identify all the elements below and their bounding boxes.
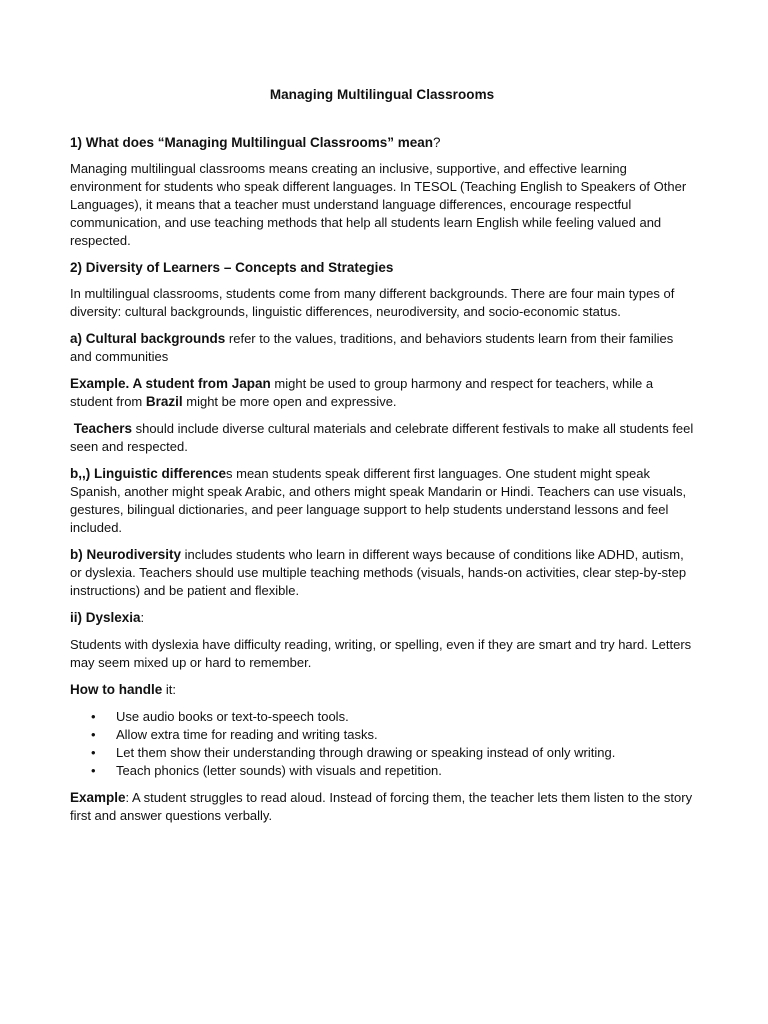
section-1-heading-text: 1) What does “Managing Multilingual Classrooms” mean [70,135,434,150]
section-1-body: Managing multilingual classrooms means creating an inclusive, supportive, and effective learning environment for students who speak different languages. In TESOL (Teaching English to Speakers of Other Languages), it means that a teacher must understand language differences, encourage respectful communication, and use teaching methods that help all students learn English while feeling valued and respected. [70,161,687,248]
teachers-lead: Teachers [70,421,133,436]
example-japan-text-2: might be more open and expressive. [182,394,397,409]
section-1-heading-tail: ? [433,135,441,150]
how-to-handle-heading [70,681,694,699]
neurodiversity-text: includes students who learn in different ways because of conditions like ADHD, autism, or dyslexia. Teachers should use multiple teaching methods (visuals, hands-on activities, clear step-by-step instructions) and be patient and flexible. [70,547,687,598]
bullet-icon: • [91,727,96,742]
bullet-icon: • [91,745,96,760]
section-2-intro: In multilingual classrooms, students come from many different backgrounds. There are four main types of diversity: cultural backgrounds, linguistic differences, neurodiversity, and socio-economic status. [70,286,675,319]
example-brazil-word: Brazil [145,394,183,409]
neurodiversity-paragraph [70,546,694,600]
dyslexia-tail: : [140,610,145,625]
linguistic-text: s mean students speak different first languages. One student might speak Spanish, another might speak Arabic, and others might speak Mandarin or Hindi. Teachers can use visuals, gestures, bilingual dictionaries, and peer language support to help students understand lessons and feel included. [70,466,687,535]
list-item-text: Use audio books or text-to-speech tools. [116,709,349,724]
list-item-text: Let them show their understanding through drawing or speaking instead of only writing. [116,745,616,760]
document-content [70,87,694,834]
section-2-heading-text: 2) Diversity of Learners – Concepts and Strategies [70,260,394,275]
neurodiversity-lead: b) Neurodiversity [70,547,182,562]
cultural-backgrounds-text: refer to the values, traditions, and behaviors students learn from their families and communities [70,331,674,364]
list-item [70,744,694,762]
final-example-paragraph [70,789,694,825]
bullet-icon: • [91,709,96,724]
linguistic-lead: b,,) Linguistic difference [70,466,227,481]
teachers-text: should include diverse cultural materials and celebrate different festivals to make all students feel seen and respected. [70,421,694,454]
final-example-lead: Example [70,790,126,805]
list-item [70,726,694,744]
section-2-heading [70,259,694,277]
example-japan-text-1: might be used to group harmony and respect for teachers, while a student from [70,376,654,409]
bullet-icon: • [91,763,96,778]
list-item-text: Allow extra time for reading and writing tasks. [116,727,378,742]
dyslexia-lead: ii) Dyslexia [70,610,141,625]
cultural-backgrounds-lead: a) Cultural backgrounds [70,331,226,346]
list-item [70,708,694,726]
how-to-handle-tail: it: [162,682,176,697]
cultural-backgrounds-paragraph [70,330,694,366]
teachers-paragraph [70,420,694,456]
document-title: Managing Multilingual Classrooms [269,87,495,102]
list-item-text: Teach phonics (letter sounds) with visuals and repetition. [116,763,442,778]
strategy-bullet-list [70,708,694,780]
dyslexia-body: Students with dyslexia have difficulty reading, writing, or spelling, even if they are smart and try hard. Letters may seem mixed up or hard to remember. [70,637,692,670]
list-item [70,762,694,780]
final-example-text: : A student struggles to read aloud. Instead of forcing them, the teacher lets them listen to the story first and answer questions verbally. [70,790,693,823]
example-japan-paragraph [70,375,694,411]
dyslexia-heading [70,609,694,627]
example-japan-lead: Example. A student from Japan [70,376,271,391]
linguistic-paragraph [70,465,694,537]
section-1-heading [70,134,694,152]
how-to-handle-lead: How to handle [70,682,163,697]
